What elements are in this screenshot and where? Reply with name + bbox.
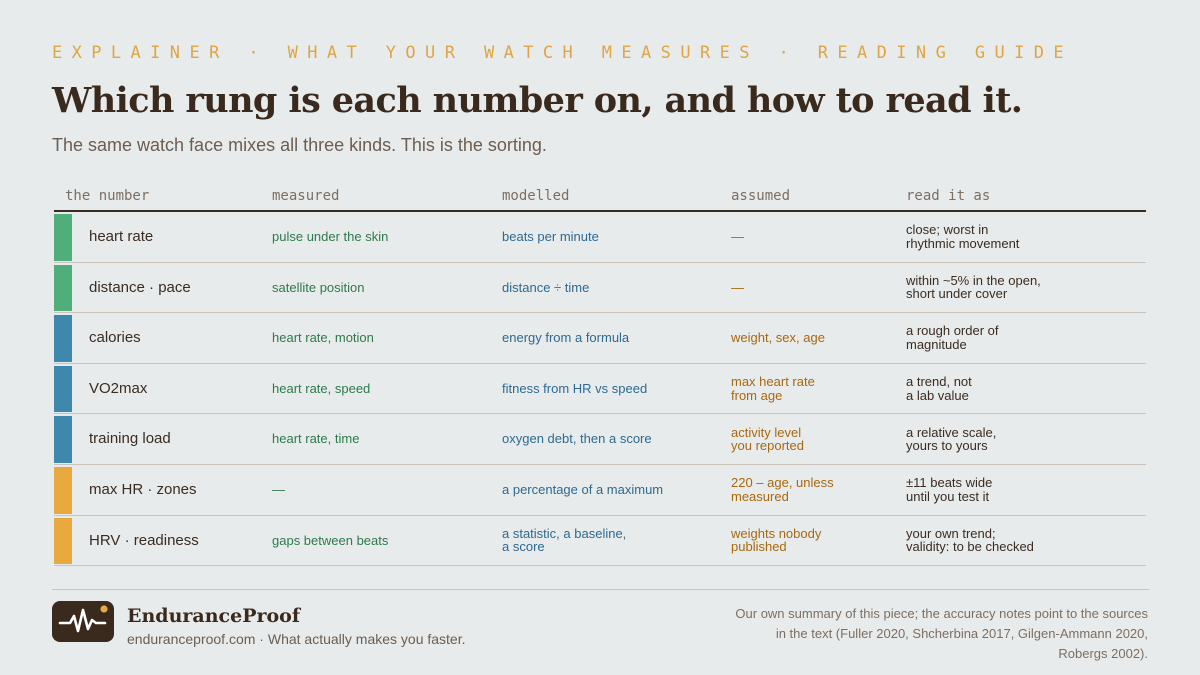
row-read-it-as: a rough order of magnitude	[906, 323, 999, 352]
header-modelled: modelled	[502, 188, 570, 204]
row-number: calories	[89, 329, 141, 347]
row-read-it-as-cell	[906, 516, 1034, 566]
row-number-cell	[89, 414, 171, 464]
row-modelled-cell	[502, 212, 599, 262]
row-read-it-as: ±11 beats wide until you test it	[906, 475, 993, 504]
row-category-bar	[54, 265, 72, 312]
row-read-it-as-cell	[906, 212, 1019, 262]
header-measured: measured	[272, 188, 340, 204]
header-assumed: assumed	[731, 188, 791, 204]
row-assumed-cell	[731, 414, 804, 464]
row-assumed: weight, sex, age	[731, 330, 825, 346]
row-measured: —	[272, 482, 285, 498]
row-measured-cell	[272, 516, 388, 566]
row-assumed: max heart rate from age	[731, 374, 815, 403]
row-modelled: energy from a formula	[502, 330, 630, 346]
row-modelled-cell	[502, 313, 629, 363]
row-assumed-cell	[731, 313, 825, 363]
row-number: VO2max	[89, 379, 148, 397]
row-modelled: oxygen debt, then a score	[502, 431, 652, 447]
table-header	[54, 180, 1146, 212]
reading-guide-table	[54, 180, 1146, 566]
row-modelled-cell	[502, 465, 663, 515]
row-modelled-cell	[502, 414, 652, 464]
brand-logo	[52, 601, 114, 642]
table-row	[54, 263, 1146, 314]
row-measured: pulse under the skin	[272, 229, 389, 245]
row-number-cell	[89, 313, 141, 363]
row-read-it-as: close; worst in rhythmic movement	[906, 222, 1020, 251]
row-number-cell	[89, 465, 197, 515]
sources-note: Our own summary of this piece; the accuracy notes point to the sources in the text (Fuller 2020, Shcherbina 2017, Gilgen-Ammann 2020, Robergs 2002).	[735, 606, 1148, 661]
row-read-it-as: within ~5% in the open, short under cover	[906, 272, 1041, 302]
row-number-cell	[89, 263, 191, 313]
row-number: max HR · zones	[89, 481, 197, 499]
brand-tagline: enduranceproof.com · What actually makes you faster.	[127, 631, 466, 647]
row-category-bar	[54, 467, 72, 514]
row-read-it-as-cell	[906, 313, 999, 363]
row-measured: satellite position	[272, 279, 365, 295]
brand-name: EnduranceProof	[127, 605, 301, 627]
header-number: the number	[65, 188, 150, 204]
table-row	[54, 465, 1146, 516]
table-body	[54, 212, 1146, 566]
row-number-cell	[89, 516, 199, 566]
row-number: distance · pace	[89, 278, 191, 296]
row-number-cell	[89, 212, 153, 262]
table-row	[54, 364, 1146, 415]
row-modelled: a statistic, a baseline, a score	[502, 525, 627, 555]
row-read-it-as-cell	[906, 465, 992, 515]
row-measured: heart rate, motion	[272, 330, 374, 346]
row-modelled-cell	[502, 263, 589, 313]
row-modelled: a percentage of a maximum	[502, 482, 664, 498]
row-measured: gaps between beats	[272, 532, 389, 548]
row-measured-cell	[272, 465, 285, 515]
row-measured-cell	[272, 313, 374, 363]
row-read-it-as: a relative scale, yours to yours	[906, 424, 997, 454]
heartbeat-line-icon	[52, 601, 114, 642]
row-modelled-cell	[502, 364, 647, 414]
kicker: EXPLAINER · WHAT YOUR WATCH MEASURES · READING GUIDE	[52, 43, 1074, 63]
footer-divider	[52, 589, 1149, 590]
page-subtitle: The same watch face mixes all three kinds. This is the sorting.	[52, 135, 547, 155]
row-assumed-cell	[731, 212, 744, 262]
header-read-it-as: read it as	[906, 188, 991, 204]
row-category-bar	[54, 416, 72, 463]
row-read-it-as-cell	[906, 364, 972, 414]
row-category-bar	[54, 214, 72, 261]
row-number: training load	[89, 430, 171, 448]
row-assumed-cell	[731, 516, 821, 566]
row-measured: heart rate, speed	[272, 380, 371, 396]
row-assumed-cell	[731, 465, 834, 515]
row-category-bar	[54, 366, 72, 413]
row-measured-cell	[272, 414, 359, 464]
row-number: heart rate	[89, 228, 154, 246]
row-assumed-cell	[731, 263, 744, 313]
row-assumed: activity level you reported	[731, 424, 804, 454]
row-read-it-as-cell	[906, 414, 996, 464]
row-modelled: fitness from HR vs speed	[502, 380, 648, 396]
row-number: HRV · readiness	[89, 531, 199, 549]
row-measured-cell	[272, 212, 388, 262]
row-measured: heart rate, time	[272, 431, 360, 447]
row-category-bar	[54, 518, 72, 565]
row-modelled: distance ÷ time	[502, 279, 590, 295]
row-read-it-as: a trend, not a lab value	[906, 374, 972, 403]
row-number-cell	[89, 364, 147, 414]
row-assumed: 220 – age, unless measured	[731, 475, 834, 504]
row-measured-cell	[272, 263, 365, 313]
table-row	[54, 414, 1146, 465]
table-row	[54, 212, 1146, 263]
row-modelled-cell	[502, 516, 626, 566]
row-assumed: weights nobody published	[731, 525, 822, 555]
row-read-it-as-cell	[906, 263, 1041, 313]
row-category-bar	[54, 315, 72, 362]
table-row	[54, 313, 1146, 364]
row-assumed: —	[731, 229, 744, 245]
table-row	[54, 516, 1146, 567]
row-read-it-as: your own trend; validity: to be checked	[906, 525, 1034, 555]
row-measured-cell	[272, 364, 370, 414]
row-assumed: —	[731, 279, 744, 295]
page-title: Which rung is each number on, and how to read it.	[52, 80, 1023, 121]
row-assumed-cell	[731, 364, 815, 414]
row-modelled: beats per minute	[502, 229, 599, 245]
